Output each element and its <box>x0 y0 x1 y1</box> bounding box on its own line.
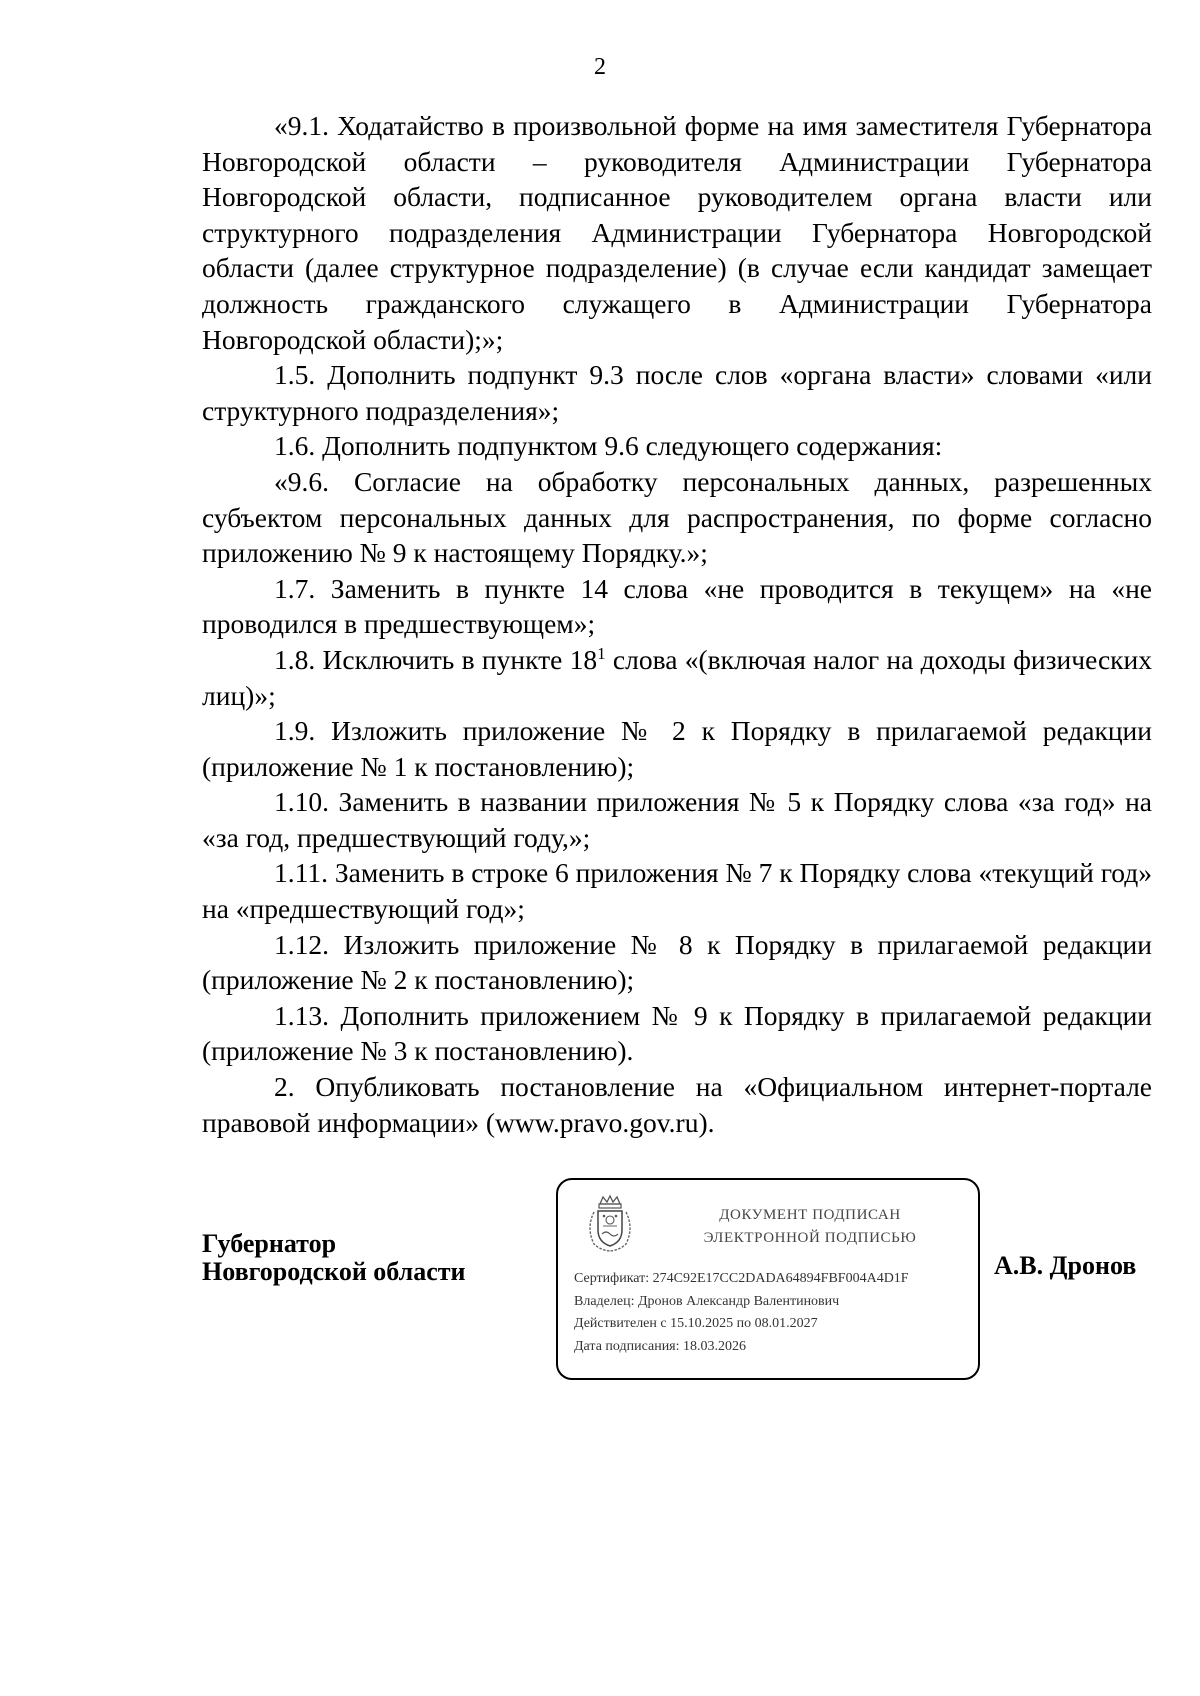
signatory-position-line2: Новгородской области <box>202 1257 466 1286</box>
certificate-owner: Владелец: Дронов Александр Валентинович <box>574 1293 840 1309</box>
stamp-heading-line1: ДОКУМЕНТ ПОДПИСАН <box>719 1207 901 1223</box>
document-body <box>202 108 1152 1140</box>
paragraph-9-6: «9.6. Согласие на обработку персональных данных, разрешенных субъектом персональных данных для распространения, по форме согласно приложению № 9 к настоящему Порядку.»; <box>202 465 1152 569</box>
paragraph-1-6: 1.6. Дополнить подпунктом 9.6 следующего содержания: <box>274 430 943 462</box>
stamp-heading <box>670 1204 950 1250</box>
signatory-name: А.В. Дронов <box>994 1251 1137 1280</box>
paragraph-1-8-after: слова «(включая налог на доходы физических лиц)»; <box>202 643 1152 711</box>
paragraph-1-5: 1.5. Дополнить подпункт 9.3 после слов «органа власти» словами «или структурного подразделения»; <box>202 359 1152 426</box>
paragraph-2: 2. Опубликовать постановление на «Официальном интернет-портале правовой информации» (www.pravo.gov.ru). <box>202 1071 1152 1138</box>
page-number: 2 <box>594 54 606 80</box>
paragraph-1-10: 1.10. Заменить в названии приложения № 5 к Порядку слова «за год» на «за год, предшествующий году,»; <box>202 786 1152 853</box>
paragraph-9-1: «9.1. Ходатайство в произвольной форме на имя заместителя Губернатора Новгородской области – руководителя Администрации Губернатора Новгородской области, подписанное руководителем органа власти или структурного подразделения Администрации Губернатора Новгородской области (далее структурное подразделение) (в случае если кандидат замещает должность гражданского служащего в Администрации Губернатора Новгородской области);»; <box>202 110 1152 355</box>
stamp-heading-line2: ЭЛЕКТРОННОЙ ПОДПИСЬЮ <box>703 1230 917 1246</box>
certificate-validity: Действителен с 15.10.2025 по 08.01.2027 <box>574 1316 818 1331</box>
signatory-position-line1: Губернатор <box>202 1229 337 1258</box>
paragraph-1-11: 1.11. Заменить в строке 6 приложения № 7 к Порядку слова «текущий год» на «предшествующий год»; <box>202 857 1152 925</box>
certificate-number: Сертификат: 274C92E17CC2DADA64894FBF004A4D1F <box>574 1271 909 1286</box>
superscript-number: 1 <box>597 643 606 663</box>
coat-of-arms-icon <box>584 1194 636 1254</box>
paragraph-1-13: 1.13. Дополнить приложением № 9 к Порядку в прилагаемой редакции (приложение № 3 к постановлению). <box>202 999 1152 1067</box>
paragraph-1-7: 1.7. Заменить в пункте 14 слова «не проводится в текущем» на «не проводился в предшествующем»; <box>202 572 1152 640</box>
electronic-signature-stamp <box>556 1178 980 1380</box>
signing-date: Дата подписания: 18.03.2026 <box>574 1338 747 1354</box>
signatory-position <box>202 1230 466 1286</box>
paragraph-1-12: 1.12. Изложить приложение № 8 к Порядку в прилагаемой редакции (приложение № 2 к постановлению); <box>202 928 1152 996</box>
stamp-details <box>574 1268 909 1358</box>
paragraph-1-9: 1.9. Изложить приложение № 2 к Порядку в прилагаемой редакции (приложение № 1 к постановлению); <box>202 715 1152 782</box>
paragraph-1-8 <box>202 642 1152 713</box>
paragraph-1-8-before: 1.8. Исключить в пункте 18 <box>274 643 598 675</box>
